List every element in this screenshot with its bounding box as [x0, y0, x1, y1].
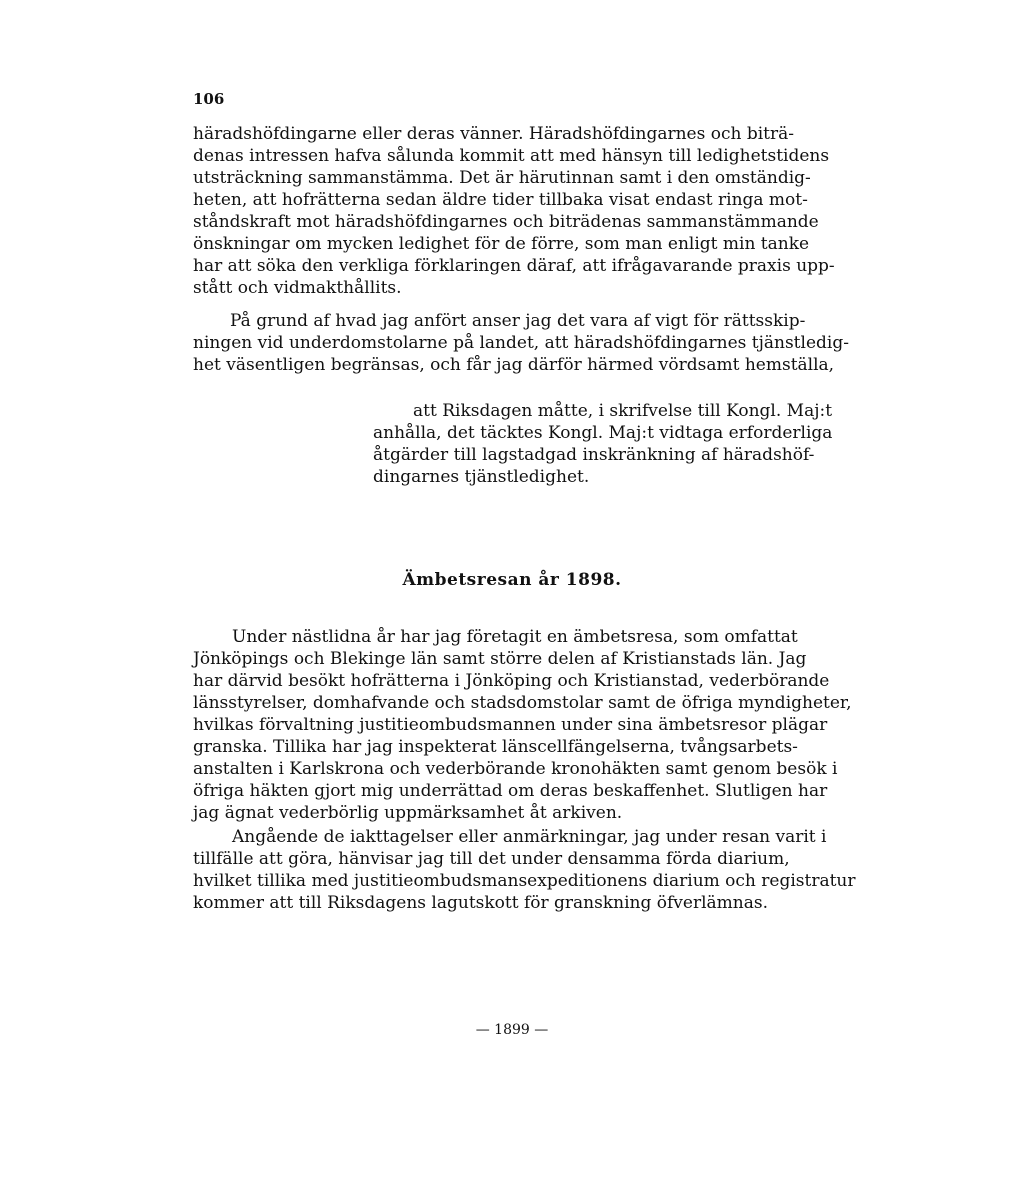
text-line: heten, att hofrätterna sedan äldre tider tillbaka visat endast ringa mot-	[193, 190, 808, 210]
text-line: hvilkas förvaltning justitieombudsmannen under sina ämbetsresor plägar	[193, 715, 828, 735]
text-line: önskningar om mycken ledighet för de förre, som man enligt min tanke	[193, 234, 810, 254]
text-line: har att söka den verkliga förklaringen däraf, att ifrågavarande praxis upp-	[193, 256, 835, 276]
text-line: utsträckning sammanstämma. Det är härutinnan samt i den omständig-	[193, 168, 811, 188]
text-line: Under nästlidna år har jag företagit en ämbetsresa, som omfattat	[232, 627, 798, 647]
text-line: jag ägnat vederbörlig uppmärksamhet åt arkiven.	[193, 803, 623, 823]
text-line: att Riksdagen måtte, i skrifvelse till Kongl. Maj:t	[413, 401, 833, 421]
text-line: ningen vid underdomstolarne på landet, att häradshöfdingarnes tjänstledig-	[193, 333, 849, 353]
text-line: länsstyrelser, domhafvande och stadsdomstolar samt de öfriga myndigheter,	[193, 693, 852, 713]
page-footer: — 1899 —	[475, 1022, 549, 1038]
text-line: granska. Tillika har jag inspekterat länscellfängelserna, tvångsarbets-	[193, 737, 798, 757]
page-number: 106	[193, 90, 225, 108]
text-line: har därvid besökt hofrätterna i Jönköping och Kristianstad, vederbörande	[193, 671, 830, 691]
text-line: dingarnes tjänstledighet.	[373, 467, 590, 487]
text-line: anstalten i Karlskrona och vederbörande kronohäkten samt genom besök i	[193, 759, 838, 779]
text-line: ståndskraft mot häradshöfdingarnes och biträdenas sammanstämmande	[193, 212, 819, 232]
text-line: Jönköpings och Blekinge län samt större delen af Kristianstads län. Jag	[193, 649, 807, 669]
text-line: häradshöfdingarne eller deras vänner. Häradshöfdingarnes och biträ-	[193, 124, 794, 144]
text-line: denas intressen hafva sålunda kommit att med hänsyn till ledighetstidens	[193, 146, 830, 166]
text-line: het väsentligen begränsas, och får jag därför härmed vördsamt hemställa,	[193, 355, 835, 375]
text-line: kommer att till Riksdagens lagutskott för granskning öfverlämnas.	[193, 893, 768, 913]
text-line: anhålla, det täcktes Kongl. Maj:t vidtaga erforderliga	[373, 423, 833, 443]
section-title: Ämbetsresan år 1898.	[402, 570, 622, 590]
text-line: öfriga häkten gjort mig underrättad om deras beskaffenhet. Slutligen har	[193, 781, 828, 801]
text-line: tillfälle att göra, hänvisar jag till det under densamma förda diarium,	[193, 849, 790, 869]
text-line: Angående de iakttagelser eller anmärkningar, jag under resan varit i	[232, 827, 827, 847]
text-line: På grund af hvad jag anfört anser jag det vara af vigt för rättsskip-	[230, 311, 806, 331]
text-line: åtgärder till lagstadgad inskränkning af häradshöf-	[373, 445, 815, 465]
text-line: hvilket tillika med justitieombudsmansexpeditionens diarium och registratur	[193, 871, 856, 891]
text-line: stått och vidmakthållits.	[193, 278, 402, 298]
